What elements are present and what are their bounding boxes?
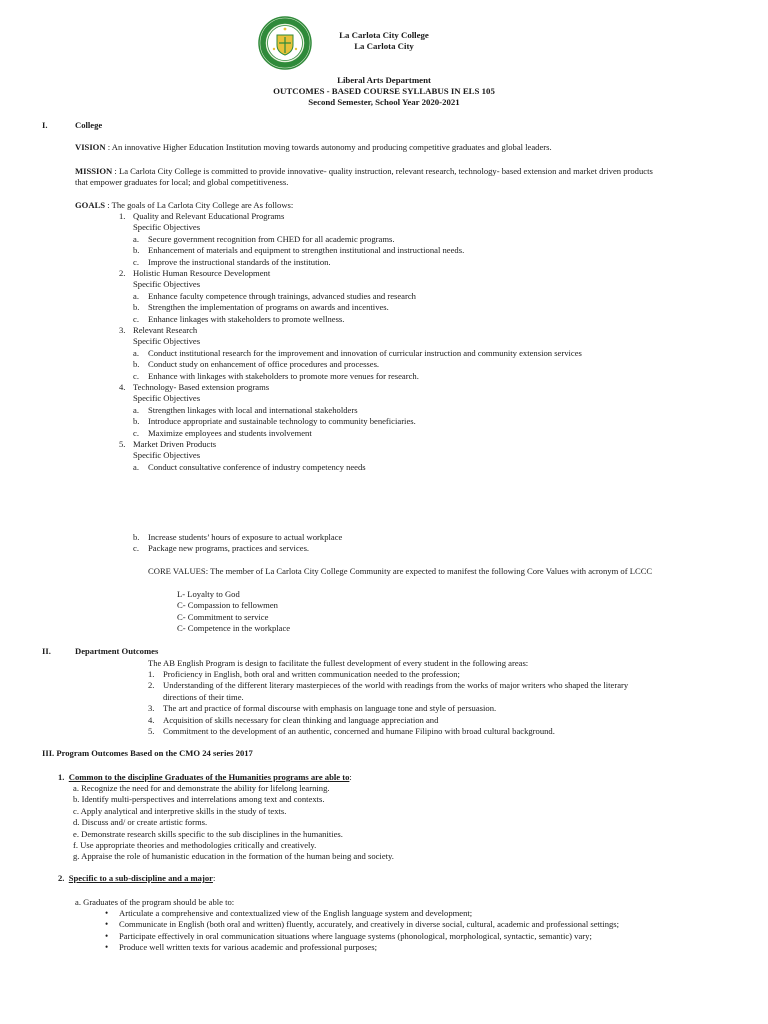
objective-text: Improve the instructional standards of the institution.	[148, 256, 331, 267]
core-values-intro: CORE VALUES: The member of La Carlota City College Community are expected to manifest the following Core Values with acronym of LCCC	[148, 566, 653, 576]
goal-title: Quality and Relevant Educational Programs	[133, 211, 285, 221]
objective-letter: b.	[133, 532, 140, 542]
objective-letter: c.	[133, 256, 139, 267]
objective-text: Conduct institutional research for the improvement and innovation of curricular instruction and community extension services	[148, 347, 582, 358]
objective-letter: c.	[133, 370, 139, 381]
graduate-outcome-bullet: • Produce well written texts for various academic and professional purposes;	[119, 942, 377, 953]
objective-letter: a.	[133, 404, 139, 415]
program-outcome-item: g. Appraise the role of humanistic education in the formation of the human being and society.	[73, 851, 394, 862]
section-1-title: College	[75, 120, 103, 130]
college-name: La Carlota City College	[339, 30, 429, 40]
sub-1-colon: :	[349, 772, 352, 782]
specific-objectives-label: Specific Objectives	[133, 222, 201, 233]
outcome-number: 1.	[148, 669, 155, 679]
specific-objectives-label: Specific Objectives	[133, 450, 201, 461]
section-2-number: II.	[42, 646, 51, 656]
vision-label: VISION	[75, 142, 106, 152]
objective-letter: a.	[133, 290, 139, 301]
section-2-title: Department Outcomes	[75, 646, 159, 656]
outcome-number: 5.	[148, 726, 155, 736]
objective-text: Enhance with linkages with stakeholders to promote more venues for research.	[148, 370, 419, 381]
objective-letter: c.	[133, 543, 139, 554]
objective-text: Introduce appropriate and sustainable technology to community beneficiaries.	[148, 416, 416, 427]
sub-2-number: 2.	[58, 873, 65, 883]
sub-2-colon: :	[212, 873, 216, 883]
specific-objectives-label: Specific Objectives	[133, 393, 201, 404]
goal-number: 3.	[119, 325, 126, 335]
objective-text: Enhance faculty competence through trainings, advanced studies and research	[148, 290, 416, 301]
goal-title: Relevant Research	[133, 325, 198, 335]
objective-letter: a.	[133, 233, 139, 244]
mission-label: MISSION	[75, 166, 113, 176]
outcome-text-continued: directions of their time.	[163, 691, 244, 702]
objective-text: Enhancement of materials and equipment to strengthen institutional and instructional needs.	[148, 245, 465, 256]
outcome-text: Acquisition of skills necessary for clean thinking and language appreciation and	[163, 714, 439, 725]
goal-number: 1.	[119, 211, 126, 221]
objective-text: Enhance linkages with stakeholders to promote wellness.	[148, 313, 345, 324]
core-value-item: C- Competence in the workplace	[177, 623, 291, 634]
outcome-number: 3.	[148, 703, 155, 714]
program-outcome-item: c. Apply analytical and interpretive skills in the study of texts.	[73, 805, 287, 816]
section-2-intro: The AB English Program is design to facilitate the fullest development of every student in the following areas:	[148, 658, 529, 668]
goal-title: Holistic Human Resource Development	[133, 268, 271, 278]
core-value-item: C- Compassion to fellowmen	[177, 600, 278, 611]
outcome-text: Commitment to the development of an authentic, concerned and humane Filipino with broad cultural background.	[163, 726, 555, 736]
sub-2-heading	[58, 873, 215, 884]
college-city: La Carlota City	[354, 41, 414, 51]
mission-statement-line-2: that empower graduates for local; and global competitiveness.	[75, 177, 289, 187]
semester-line: Second Semester, School Year 2020-2021	[308, 97, 460, 107]
graduate-outcome-bullet: • Articulate a comprehensive and contextualized view of the English language system and development;	[119, 908, 472, 919]
sub-1-number: 1.	[58, 772, 65, 782]
program-outcome-item: b. Identify multi-perspectives and interrelations among text and contexts.	[73, 794, 325, 805]
sub-1-heading	[58, 772, 352, 783]
objective-text: Conduct consultative conference of industry competency needs	[148, 461, 366, 472]
objective-text: Strengthen linkages with local and international stakeholders	[148, 404, 358, 415]
objective-letter: a.	[133, 461, 139, 472]
objective-letter: a.	[133, 347, 139, 358]
objective-letter: c.	[133, 313, 139, 324]
program-outcome-item: d. Discuss and/ or create artistic forms.	[73, 817, 208, 828]
sub-2-intro: a. Graduates of the program should be able to:	[75, 897, 235, 907]
goals-intro	[75, 200, 293, 211]
goals-label: GOALS	[75, 200, 106, 210]
objective-letter: b.	[133, 359, 140, 370]
outcome-text: The art and practice of formal discourse with emphasis on language tone and style of persuasion.	[163, 703, 497, 714]
core-value-item: L- Loyalty to God	[177, 589, 240, 599]
vision-statement	[75, 142, 552, 153]
core-value-item: C- Commitment to service	[177, 611, 269, 622]
goals-text: : The goals of La Carlota City College are As follows:	[107, 200, 294, 210]
specific-objectives-label: Specific Objectives	[133, 279, 201, 290]
objective-text: Strengthen the implementation of programs on awards and incentives.	[148, 302, 389, 313]
goal-number: 2.	[119, 268, 126, 278]
objective-letter: b.	[133, 302, 140, 313]
syllabus-title: OUTCOMES - BASED COURSE SYLLABUS IN ELS 105	[273, 86, 495, 96]
outcome-number: 4.	[148, 714, 155, 725]
program-outcome-item: a. Recognize the need for and demonstrate the ability for lifelong learning.	[73, 783, 330, 793]
objective-letter: b.	[133, 416, 140, 427]
mission-text-1: : La Carlota City College is committed to provide innovative- quality instruction, relevant research, technology- based extension and market driven products	[114, 166, 653, 176]
objective-text: Maximize employees and students involvement	[148, 427, 312, 438]
mission-statement-line-1	[75, 166, 653, 177]
department-name: Liberal Arts Department	[337, 75, 431, 85]
outcome-text: Proficiency in English, both oral and written communication needed to the profession;	[163, 669, 460, 679]
program-outcome-item: f. Use appropriate theories and methodologies critically and creatively.	[73, 840, 317, 850]
program-outcome-item: e. Demonstrate research skills specific to the sub disciplines in the humanities.	[73, 828, 343, 839]
objective-letter: b.	[133, 245, 140, 256]
goal-title: Technology- Based extension programs	[133, 382, 270, 392]
graduate-outcome-bullet: • Communicate in English (both oral and written) fluently, accurately, and creatively in diverse social, cultural, academic and professional settings;	[119, 919, 619, 930]
goal-number: 4.	[119, 382, 126, 392]
specific-objectives-label: Specific Objectives	[133, 336, 201, 347]
outcome-text: Understanding of the different literary masterpieces of the world with readings from the works of major writers who shaped the literary	[163, 680, 629, 691]
vision-text: : An innovative Higher Education Institution moving towards autonomy and producing competitive graduates and global leaders.	[107, 142, 552, 152]
objective-text: Secure government recognition from CHED for all academic programs.	[148, 233, 395, 244]
section-3-title: III. Program Outcomes Based on the CMO 24 series 2017	[42, 748, 253, 758]
section-1-number: I.	[42, 120, 48, 130]
sub-1-title: Common to the discipline Graduates of the Humanities programs are able to	[68, 772, 350, 782]
objective-letter: c.	[133, 427, 139, 438]
objective-text: Increase students’ hours of exposure to actual workplace	[148, 532, 343, 542]
goal-number: 5.	[119, 439, 126, 449]
sub-2-title: Specific to a sub-discipline and a major	[68, 873, 213, 883]
outcome-number: 2.	[148, 680, 155, 691]
graduate-outcome-bullet: • Participate effectively in oral communication situations where language systems (phonological, morphological, syntactic, semantic) vary;	[119, 931, 592, 942]
goal-title: Market Driven Products	[133, 439, 217, 449]
objective-text: Conduct study on enhancement of office procedures and processes.	[148, 359, 380, 370]
objective-text: Package new programs, practices and services.	[148, 543, 310, 554]
